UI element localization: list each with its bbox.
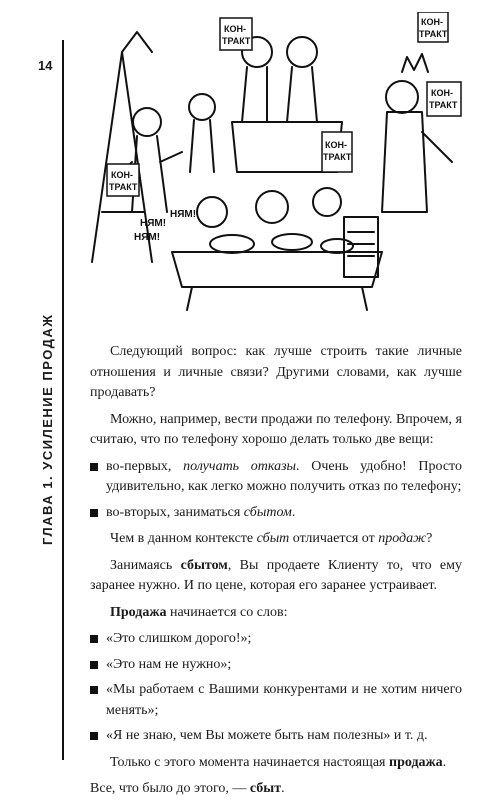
svg-text:НЯМ!: НЯМ! [170,209,197,220]
svg-text:КОН-: КОН- [224,24,246,34]
svg-text:ТРАКТ: ТРАКТ [419,29,448,39]
svg-text:КОН-: КОН- [431,88,453,98]
svg-text:ТРАКТ: ТРАКТ [222,36,251,46]
quote-list [90,629,462,747]
page-number: 14 [38,58,53,73]
list-item: во-вторых, заниматься сбытом. [90,503,462,524]
svg-text:НЯМ!: НЯМ! [134,232,161,243]
paragraph: Все, что было до этого, — сбыт. [90,781,285,796]
paragraph: Чем в данном контексте сбыт отличается от продаж? [110,531,433,546]
svg-text:ТРАКТ: ТРАКТ [429,100,458,110]
list-item: во-первых, получать отказы. Очень удобно! Просто удивительно, как легко можно получить отказ по телефону; [90,457,462,498]
list-item: «Мы работаем с Вашими конкурентами и не хотим ничего менять»; [90,680,462,721]
paragraph: Занимаясь сбытом, Вы продаете Клиенту то, что ему заранее нужно. И по цене, которая его заранее устраивает. [90,557,462,593]
list-item: «Это слишком дорого!»; [90,629,462,650]
margin-rule [62,40,64,760]
chapter-running-head: ГЛАВА 1. УСИЛЕНИЕ ПРОДАЖ [40,313,55,545]
bullet-list [90,457,462,524]
paragraph: Только с этого момента начинается настоящая продажа. [110,754,447,770]
body-text [90,342,462,806]
list-item: «Это нам не нужно»; [90,655,462,676]
paragraph: Продажа начинается со слов: [110,604,288,620]
cartoon-illustration [82,12,472,312]
contract-sign-label: КОН- [111,170,133,180]
paragraph: Можно, например, вести продажи по телефону. Впрочем, я считаю, что по телефону хорошо делать только две вещи: [90,411,462,447]
svg-text:ТРАКТ: ТРАКТ [323,152,352,162]
svg-text:ТРАКТ: ТРАКТ [109,182,138,192]
svg-text:КОН-: КОН- [421,17,443,27]
paragraph: Следующий вопрос: как лучше строить такие личные отношения и личные связи? Другими словами, как лучше продавать? [90,344,462,400]
svg-text:КОН-: КОН- [325,140,347,150]
svg-text:НЯМ!: НЯМ! [140,218,167,229]
list-item: «Я не знаю, чем Вы можете быть нам полезны» и т. д. [90,726,462,747]
